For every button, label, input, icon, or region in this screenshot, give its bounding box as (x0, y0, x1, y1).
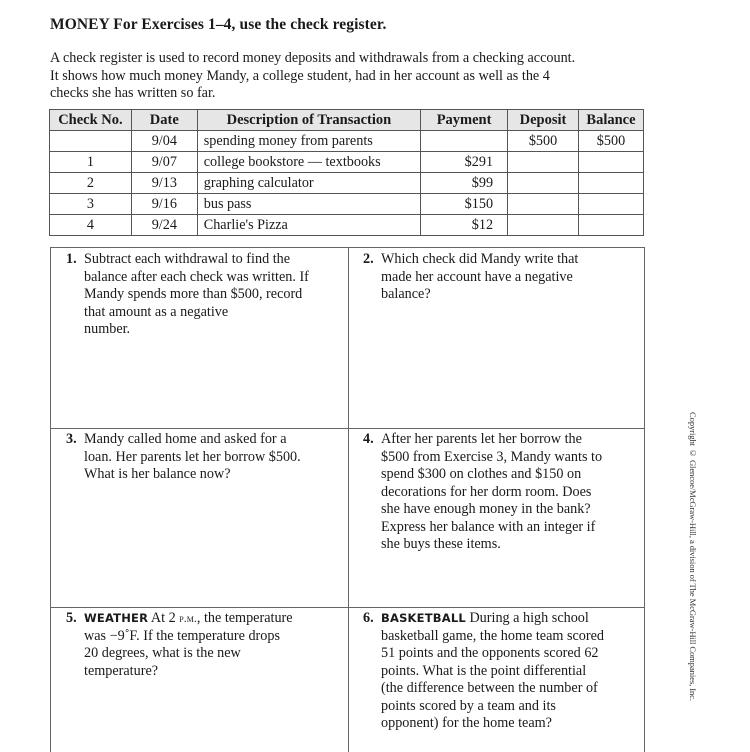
cell-balance[interactable] (578, 215, 643, 236)
exercise-number: 3. (66, 431, 77, 447)
cell-date: 9/07 (131, 152, 197, 173)
cell-deposit (508, 215, 579, 236)
exercise-5[interactable] (66, 610, 346, 680)
exercise-text-line: points scored by a team and its (381, 697, 556, 714)
exercise-text-line: loan. Her parents let her borrow $500. (84, 448, 301, 465)
exercise-text-line (84, 610, 346, 628)
cell-date: 9/13 (131, 173, 197, 194)
exercise-number: 5. (66, 610, 77, 626)
exercise-text-line: balance? (381, 286, 431, 302)
exercise-text-line: balance after each check was written. If (84, 268, 309, 285)
exercise-text-line: made her account have a negative (381, 268, 573, 285)
table-row (50, 194, 644, 215)
cell-description: college bookstore — textbooks (197, 152, 420, 173)
cell-balance[interactable]: $500 (578, 131, 643, 152)
cell-description: Charlie's Pizza (197, 215, 420, 236)
cell-date: 9/04 (131, 131, 197, 152)
page-title: MONEY For Exercises 1–4, use the check register. (50, 16, 387, 33)
exercise-2[interactable] (363, 251, 643, 304)
grid-divider-vertical (348, 248, 349, 752)
exercise-text: At 2 (148, 610, 180, 626)
cell-deposit (508, 194, 579, 215)
exercise-number: 4. (363, 431, 374, 447)
exercise-text-line: Mandy spends more than $500, record (84, 286, 303, 302)
exercise-keyword: WEATHER (84, 611, 149, 625)
exercise-text-line (381, 610, 643, 628)
exercise-text: During a high school (465, 610, 589, 626)
exercise-text-line: points. What is the point differential (381, 662, 587, 679)
intro-paragraph (50, 50, 650, 103)
column-header-payment: Payment (421, 110, 508, 131)
table-row (50, 131, 644, 152)
column-header-deposit: Deposit (508, 110, 579, 131)
exercise-keyword: BASKETBALL (381, 611, 466, 625)
cell-date: 9/24 (131, 215, 197, 236)
exercise-text-line: she have enough money in the bank? (381, 501, 591, 517)
cell-balance[interactable] (578, 194, 643, 215)
cell-balance[interactable] (578, 173, 643, 194)
exercise-text-line: was −9˚F. If the temperature drops (84, 627, 280, 644)
cell-description: spending money from parents (197, 131, 420, 152)
column-header-description: Description of Transaction (197, 110, 420, 131)
exercise-text-line: Subtract each withdrawal to find the (84, 251, 291, 267)
exercise-text-line: 51 points and the opponents scored 62 (381, 645, 599, 661)
exercise-text-line: What is her balance now? (84, 466, 231, 482)
exercise-text-line: spend $300 on clothes and $150 on (381, 466, 582, 482)
cell-check-no (50, 131, 132, 152)
exercise-text-line: (the difference between the number of (381, 680, 598, 696)
cell-description: bus pass (197, 194, 420, 215)
column-header-check-no: Check No. (50, 110, 132, 131)
cell-description: graphing calculator (197, 173, 420, 194)
exercise-3[interactable] (66, 431, 346, 484)
cell-balance[interactable] (578, 152, 643, 173)
exercise-1[interactable] (66, 251, 346, 339)
column-header-date: Date (131, 110, 197, 131)
cell-payment: $12 (421, 215, 508, 236)
grid-divider-horizontal (51, 607, 644, 608)
exercise-text-line: Which check did Mandy write that (381, 251, 579, 267)
exercise-text-line: temperature? (84, 662, 159, 679)
cell-check-no: 4 (50, 215, 132, 236)
cell-check-no: 1 (50, 152, 132, 173)
cell-check-no: 3 (50, 194, 132, 215)
table-row (50, 173, 644, 194)
intro-line: checks she has written so far. (50, 85, 216, 101)
exercise-text-line: number. (84, 321, 131, 337)
intro-line: A check register is used to record money deposits and withdrawals from a checking account. (50, 50, 576, 66)
exercise-6[interactable] (363, 610, 643, 733)
exercise-number: 1. (66, 251, 77, 267)
table-header-row (50, 110, 644, 131)
cell-deposit: $500 (508, 131, 579, 152)
intro-line: It shows how much money Mandy, a college student, had in her account as well as the 4 (50, 67, 550, 84)
cell-payment (421, 131, 508, 152)
exercise-text-smallcaps: p.m. (179, 611, 197, 625)
exercise-text-line: After her parents let her borrow the (381, 431, 582, 447)
column-header-balance: Balance (578, 110, 643, 131)
exercise-text-line: that amount as a negative (84, 303, 229, 320)
exercise-4[interactable] (363, 431, 643, 554)
check-register-table (49, 109, 644, 236)
exercise-text-line: $500 from Exercise 3, Mandy wants to (381, 448, 603, 465)
copyright-notice: Copyright © Glencoe/McGraw-Hill, a division of The McGraw-Hill Companies, Inc. (688, 412, 698, 701)
cell-deposit (508, 152, 579, 173)
exercise-text-line: opponent) for the home team? (381, 715, 552, 731)
table-row (50, 152, 644, 173)
exercise-text-line: Express her balance with an integer if (381, 518, 596, 535)
cell-payment: $150 (421, 194, 508, 215)
exercise-text-line: Mandy called home and asked for a (84, 431, 287, 447)
cell-payment: $99 (421, 173, 508, 194)
cell-check-no: 2 (50, 173, 132, 194)
exercise-text-line: she buys these items. (381, 536, 501, 552)
cell-payment: $291 (421, 152, 508, 173)
cell-date: 9/16 (131, 194, 197, 215)
exercise-number: 2. (363, 251, 374, 267)
exercise-number: 6. (363, 610, 374, 626)
exercise-grid (50, 247, 645, 752)
grid-divider-horizontal (51, 428, 644, 429)
exercise-text-line: basketball game, the home team scored (381, 627, 604, 644)
exercise-text-line: 20 degrees, what is the new (84, 645, 241, 661)
exercise-text: , the temperature (196, 610, 293, 626)
cell-deposit (508, 173, 579, 194)
exercise-text-line: decorations for her dorm room. Does (381, 483, 592, 500)
table-row (50, 215, 644, 236)
